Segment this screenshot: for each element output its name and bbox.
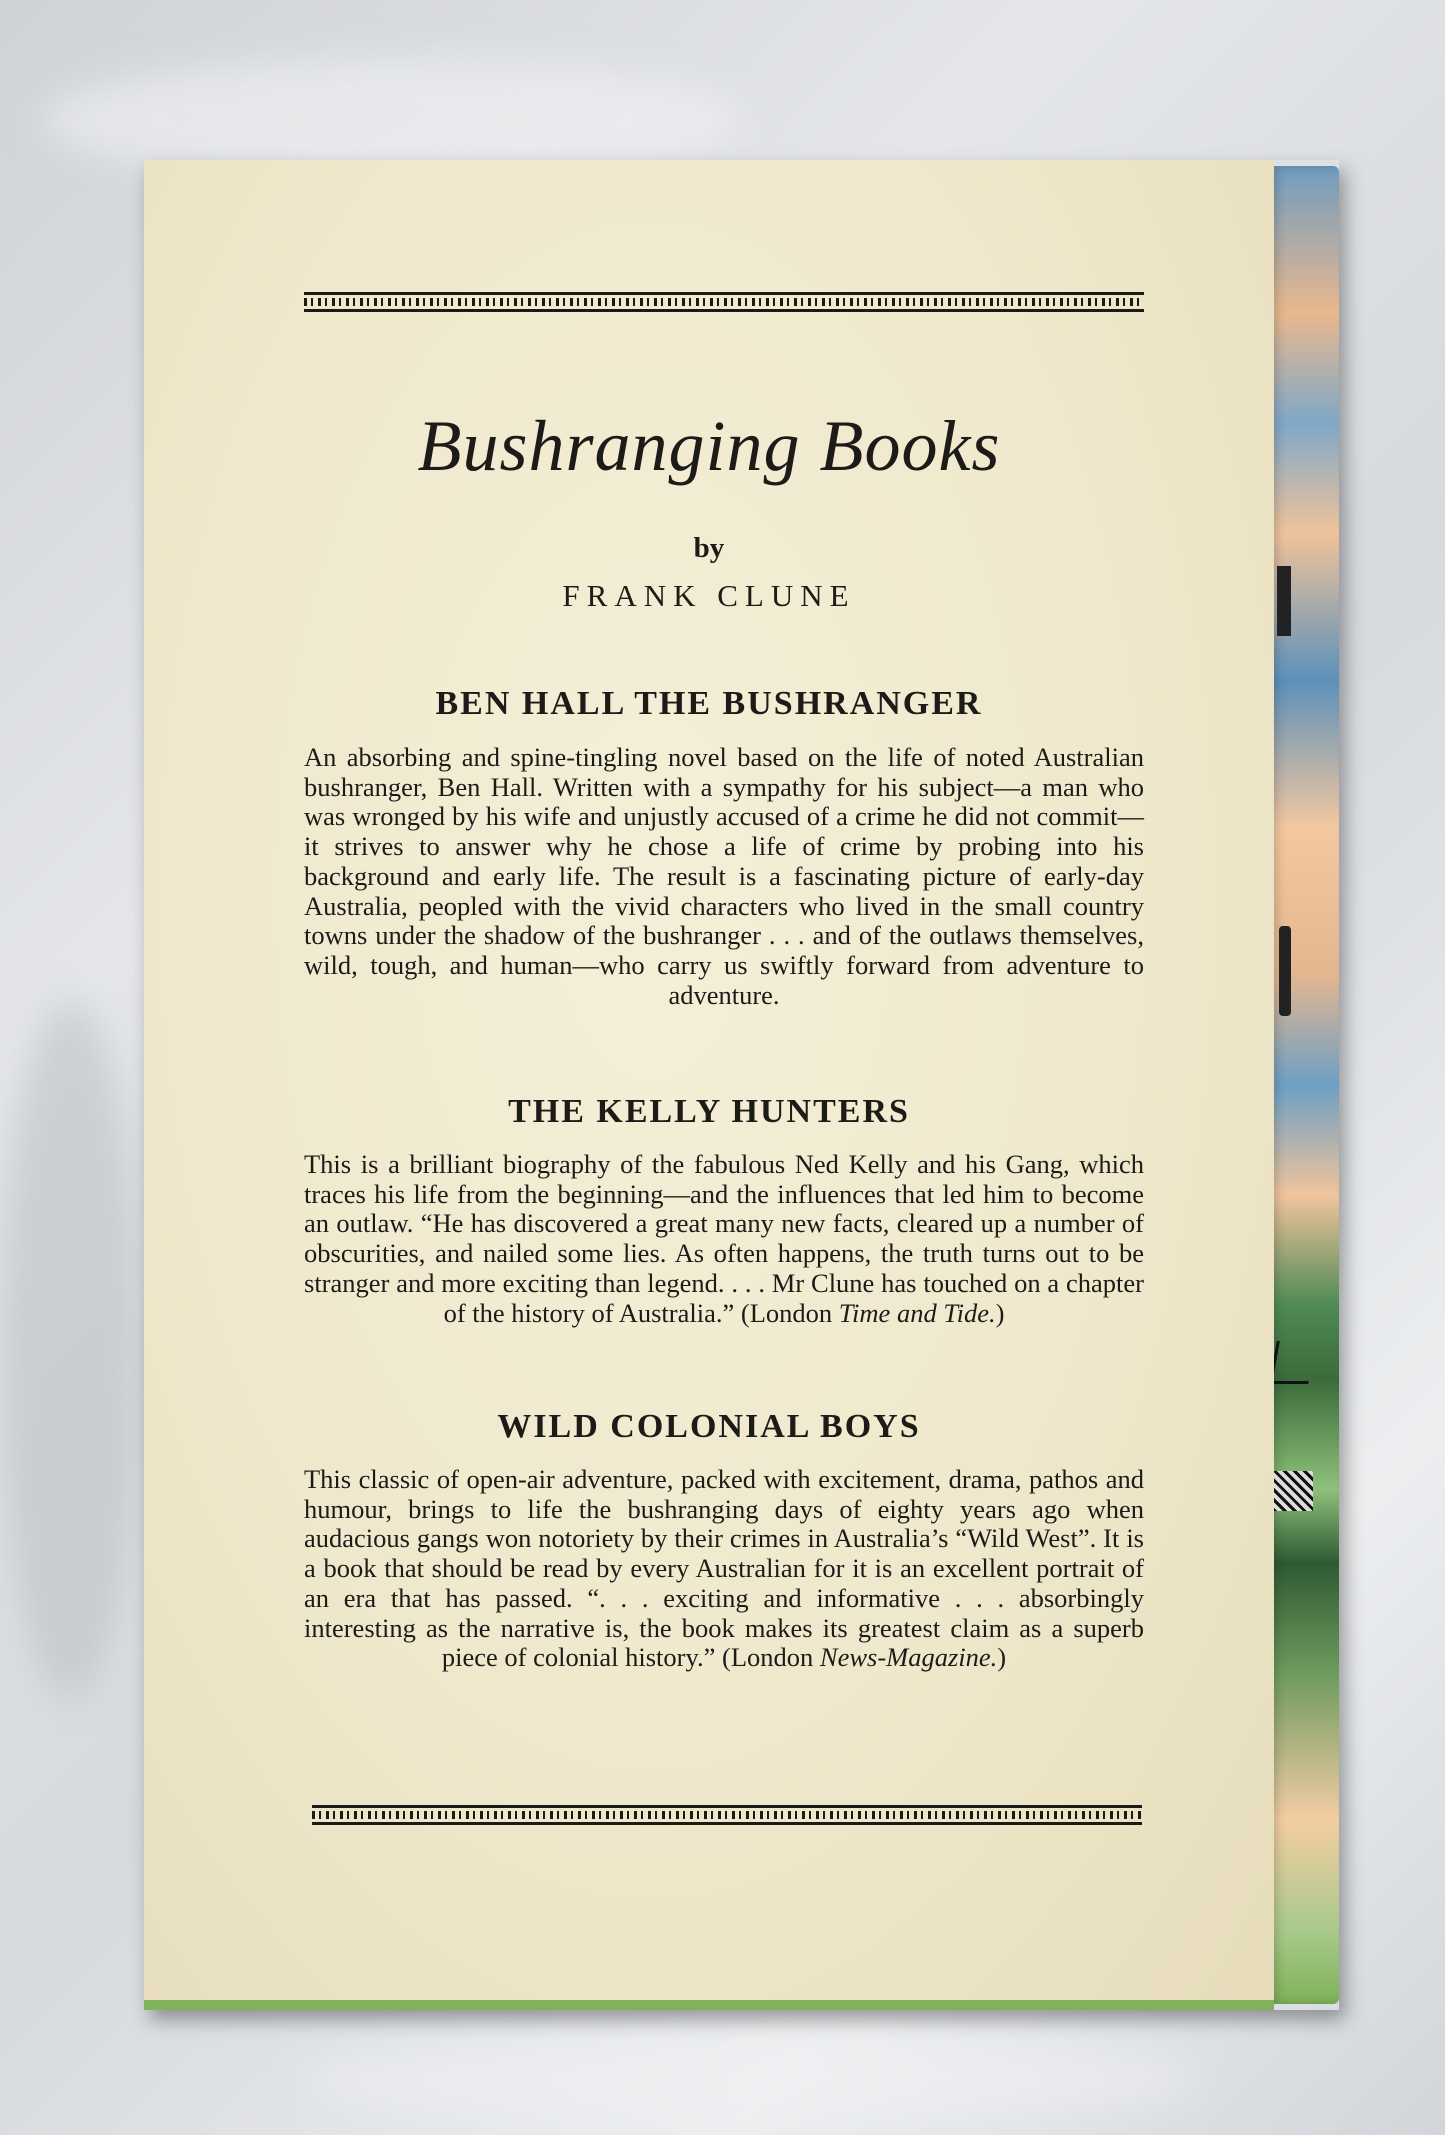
book-description: [304, 1465, 1144, 1673]
cloth-shadow: [0, 1000, 140, 1700]
quote-source: Time and Tide.: [838, 1297, 996, 1328]
book-back-cover: [144, 160, 1274, 2010]
author-name: FRANK CLUNE: [562, 578, 856, 613]
description-text: This is a brilliant biography of the fabulous Ned Kelly and his Gang, which traces his life from the beginning—and the influences that led him to become an outlaw. “He has discovered a great many new facts, cleared up a number of obscurities, and nailed some lies. As often happens, the truth turns out to be stranger and more exciting than legend. . . . Mr Clune has touched on a chapter of the history of Australia.” (London: [304, 1149, 1144, 1328]
closing-paren: ): [997, 1642, 1007, 1673]
bottom-decorative-border: [312, 1805, 1142, 1825]
closing-paren: ): [995, 1297, 1005, 1328]
palm-tree-icon: [1269, 1341, 1316, 1384]
spine-lettering: [1279, 926, 1291, 1016]
book-description: [304, 1150, 1144, 1328]
book-spine: [1269, 166, 1339, 2004]
page-title: Bushranging Books: [417, 406, 1001, 486]
byline: by: [693, 532, 725, 564]
spine-illustration: [1273, 1471, 1313, 1511]
top-decorative-border: [304, 292, 1144, 312]
cloth-highlight: [300, 2040, 1200, 2120]
book-description: An absorbing and spine-tingling novel based on the life of noted Australian bushranger, Ben Hall. Written with a sympathy for his subject—a man who was wronged by his wife and unjustly accused of a crime he did not commit—it strives to answer why he chose a life of crime by probing into his background and early life. The result is a fascinating picture of early-day Australia, peopled with the vivid characters who lived in the small country towns under the shadow of the bushranger . . . and of the outlaws themselves, wild, tough, and human—who carry us swiftly forward from adventure to adventure.: [304, 742, 1144, 1010]
book-heading: BEN HALL THE BUSHRANGER: [435, 685, 983, 722]
book-heading: THE KELLY HUNTERS: [508, 1093, 910, 1130]
description-text: This classic of open-air adventure, packed with excitement, drama, pathos and humour, brings to life the bushranging days of eighty years ago when audacious gangs won notoriety by their crimes in Australia’s “Wild West”. It is a book that should be read by every Australian for it is an excellent portrait of an era that has passed. “. . . exciting and informative . . . absorbingly interesting as the narrative is, the book makes its greatest claim as a superb piece of colonial history.” (London: [304, 1464, 1144, 1673]
book: [144, 160, 1339, 2010]
spine-lettering: [1277, 566, 1291, 636]
book-heading: WILD COLONIAL BOYS: [497, 1408, 921, 1445]
quote-source: News-Magazine.: [819, 1642, 998, 1673]
